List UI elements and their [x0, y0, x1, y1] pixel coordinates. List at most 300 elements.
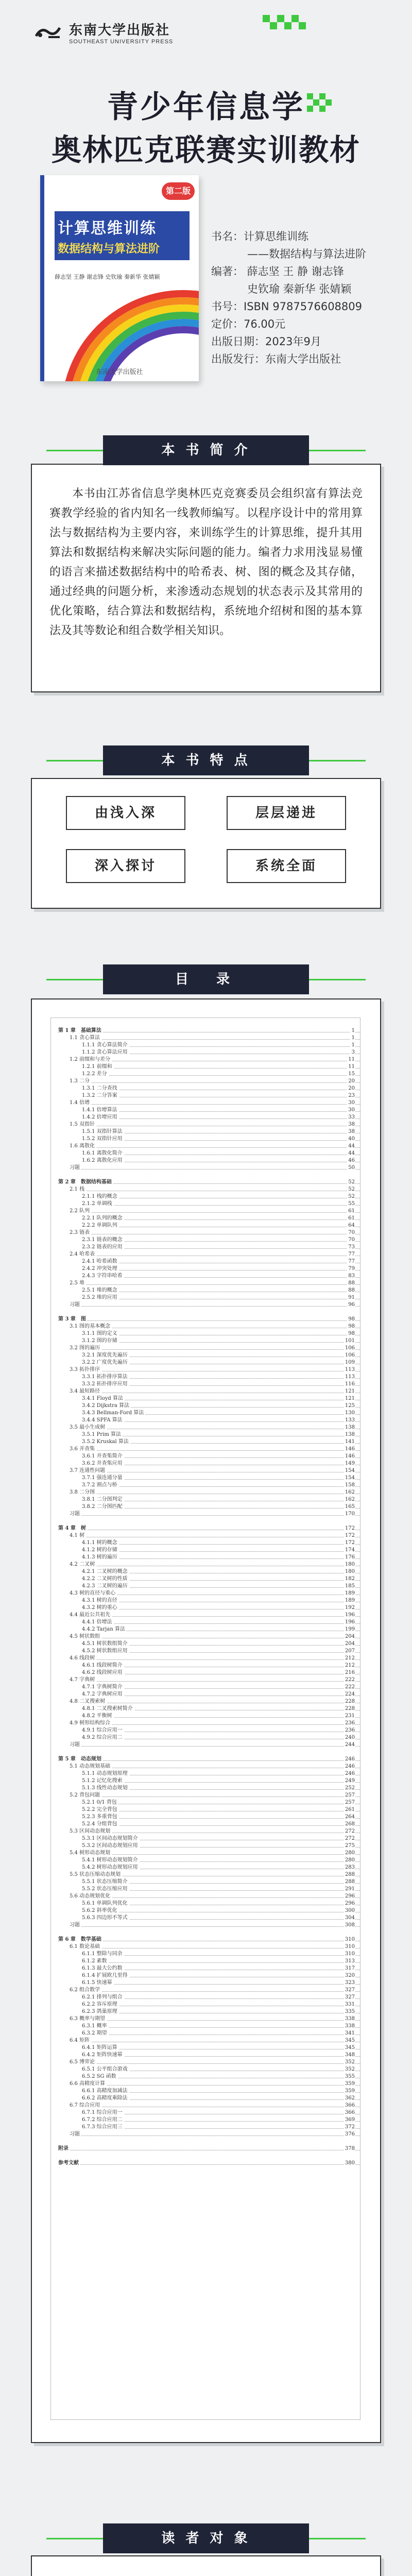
- toc-entry-page: 246: [344, 1756, 355, 1763]
- toc-entry-page: 249: [344, 1777, 355, 1785]
- toc-entry-row: [51, 1114, 360, 1121]
- toc-entry-row: [51, 1085, 360, 1092]
- toc-entry-label: 6.2.1 排列与组合: [82, 1994, 124, 2001]
- toc-entry-row: [51, 1914, 360, 1922]
- feature-item-1: 由浅入深: [66, 796, 185, 830]
- toc-entry-label: 5.1.1 动态规划原理: [82, 1770, 129, 1777]
- toc-entry-page: 345: [344, 2044, 355, 2052]
- book-info-date: 出版日期：2023年9月: [211, 335, 321, 348]
- toc-entry-row: [51, 1107, 360, 1114]
- toc-entry-page: 15: [347, 1071, 355, 1078]
- toc-entry-label: 4.6.1 线段树简介: [82, 1662, 124, 1669]
- toc-entry-page: 70: [347, 1236, 355, 1244]
- toc-entry-page: 11: [347, 1063, 355, 1071]
- toc-entry-page: 207: [344, 1648, 355, 1655]
- toc-entry-page: 345: [344, 2037, 355, 2044]
- toc-entry-label: 5.3 区间动态规划: [70, 1828, 112, 1835]
- toc-entry-row: [51, 1164, 360, 1172]
- toc-entry-label: 3.3.1 拓扑排序算法: [82, 1374, 129, 1381]
- toc-entry-row: [51, 1691, 360, 1698]
- toc-entry-page: 216: [344, 1669, 355, 1676]
- toc-entry-label: 4.4.2 Tarjan 算法: [82, 1626, 127, 1633]
- toc-leader-dots: [70, 1212, 360, 1213]
- toc-entry-label: 1.5.1 双指针算法: [82, 1128, 124, 1136]
- toc-entry-page: 38: [347, 1128, 355, 1136]
- toc-entry-page: 196: [344, 1619, 355, 1626]
- toc-entry-label: 1.1 贪心算法: [70, 1035, 101, 1042]
- toc-entry-page: 162: [344, 1489, 355, 1496]
- title-decoration: [307, 92, 332, 112]
- toc-leader-dots: [70, 1349, 360, 1350]
- toc-entry-row: [51, 1078, 360, 1085]
- toc-entry-page: 3: [350, 1049, 355, 1056]
- toc-entry-page: 355: [344, 2073, 355, 2080]
- toc-entry-label: 6.1 数论基础: [70, 1943, 101, 1951]
- toc-entry-label: 5.5 状态压缩动态规划: [70, 1871, 122, 1878]
- toc-entry-row: [51, 1547, 360, 1554]
- toc-leader-dots: [70, 1306, 360, 1307]
- toc-entry-label: 4.7 字典树: [70, 1676, 96, 1684]
- toc-entry-label: 4.1.3 树的遍历: [82, 1554, 119, 1561]
- toc-entry-label: 5.6.2 斜率优化: [82, 1907, 119, 1914]
- toc-entry-row: [51, 2095, 360, 2102]
- toc-entry-page: 154: [344, 1467, 355, 1475]
- toc-entry-row: [51, 2116, 360, 2124]
- toc-entry-label: 2.5 堆: [70, 1280, 86, 1287]
- toc-entry-page: 182: [344, 1575, 355, 1583]
- toc-leader-dots: [70, 1104, 360, 1105]
- toc-entry-label: 6.5.2 SG 函数: [82, 2073, 118, 2080]
- edition-badge: 第二版: [162, 182, 195, 200]
- toc-entry-row: [51, 1475, 360, 1482]
- toc-entry-page: 257: [344, 1792, 355, 1799]
- toc-entry-page: 79: [347, 1265, 355, 1273]
- toc-entry-row: [51, 1705, 360, 1713]
- toc-entry-label: 1.3.1 二分查找: [82, 1085, 119, 1092]
- toc-entry-row: [51, 1186, 360, 1193]
- toc-entry-row: [51, 1713, 360, 1720]
- toc-entry-label: 2.1.2 单调栈: [82, 1200, 114, 1208]
- toc-entry-label: 4.8 二叉搜索树: [70, 1698, 107, 1705]
- toc-entry-label: 3.8.2 二分图匹配: [82, 1503, 124, 1511]
- toc-entry-row: [51, 2052, 360, 2059]
- toc-entry-row: [51, 1814, 360, 1821]
- toc-entry-page: 222: [344, 1676, 355, 1684]
- toc-entry-page: 296: [344, 1900, 355, 1907]
- toc-entry-row: [51, 1366, 360, 1374]
- toc-entry-page: 138: [344, 1431, 355, 1438]
- feature-item-3: 深入探讨: [66, 849, 185, 883]
- toc-entry-page: 61: [347, 1208, 355, 1215]
- toc-entry-label: 3.4.1 Floyd 算法: [82, 1395, 125, 1402]
- toc-entry-row: [51, 1121, 360, 1128]
- toc-entry-row: [51, 1684, 360, 1691]
- toc-entry-page: 172: [344, 1532, 355, 1539]
- toc-entry-page: 138: [344, 1424, 355, 1431]
- toc-entry-label: 4.2.1 二叉树的概念: [82, 1568, 129, 1575]
- toc-entry-page: 366: [344, 2109, 355, 2116]
- toc-entry-page: 154: [344, 1475, 355, 1482]
- toc-entry-label: 3.5.2 Kruskal 算法: [82, 1438, 130, 1446]
- toc-entry-label: 参考文献: [58, 2160, 80, 2167]
- toc-chapter-row: [51, 1179, 360, 1186]
- toc-entry-page: 352: [344, 2066, 355, 2073]
- toc-entry-row: [51, 1597, 360, 1604]
- toc-entry-row: [51, 1640, 360, 1648]
- toc-entry-page: 272: [344, 1835, 355, 1842]
- toc-entry-row: [51, 1821, 360, 1828]
- toc-entry-page: 288: [344, 1878, 355, 1886]
- toc-entry-label: 4.4.1 倍增法: [82, 1619, 114, 1626]
- toc-leader-dots: [70, 1724, 360, 1725]
- toc-entry-label: 6.2 组合数学: [70, 1987, 101, 1994]
- toc-entry-label: 4.6 线段树: [70, 1655, 96, 1662]
- toc-leader-dots: [70, 1284, 360, 1285]
- toc-entry-label: 3.2.2 广度优先遍历: [82, 1359, 129, 1366]
- toc-leader-dots: [70, 1854, 360, 1855]
- toc-entry-row: [51, 1417, 360, 1424]
- toc-entry-page: 240: [344, 1734, 355, 1741]
- toc-entry-row: [51, 2001, 360, 2008]
- toc-entry-row: [51, 1395, 360, 1402]
- toc-entry-page: 378: [344, 2145, 355, 2153]
- toc-entry-row: [51, 1633, 360, 1640]
- publisher-name-en: SOUTHEAST UNIVERSITY PRESS: [69, 39, 174, 45]
- toc-entry-row: [51, 1900, 360, 1907]
- toc-entry-page: 77: [347, 1251, 355, 1258]
- toc-entry-row: [51, 1828, 360, 1835]
- toc-entry-row: [51, 1741, 360, 1749]
- toc-entry-row: [51, 1157, 360, 1164]
- toc-entry-row: [51, 1236, 360, 1244]
- toc-leader-dots: [82, 1111, 360, 1112]
- toc-leader-dots: [70, 1991, 360, 1992]
- toc-entry-page: 101: [344, 1337, 355, 1345]
- toc-entry-page: 244: [344, 1741, 355, 1749]
- toc-entry-row: [51, 1958, 360, 1965]
- toc-entry-label: 第 3 章 图: [58, 1316, 88, 1323]
- toc-entry-label: 6.6.2 高精度乘除法: [82, 2095, 129, 2102]
- toc-entry-label: 2.3 链表: [70, 1229, 91, 1236]
- toc-entry-label: 6.1.3 最大公约数: [82, 1965, 124, 1972]
- toc-entry-row: [51, 1294, 360, 1301]
- toc-entry-page: 372: [344, 2124, 355, 2131]
- toc-entry-label: 4.2 二叉树: [70, 1561, 96, 1568]
- toc-entry-label: 5.4.2 树形动态规划应用: [82, 1864, 140, 1871]
- toc-chapter-row: [51, 2145, 360, 2153]
- toc-entry-row: [51, 1979, 360, 1987]
- toc-entry-label: 3.6.1 并查集简介: [82, 1453, 124, 1460]
- toc-entry-label: 4.8.2 平衡树: [82, 1713, 114, 1720]
- toc-entry-page: 98: [347, 1330, 355, 1337]
- toc-entry-row: [51, 1972, 360, 1979]
- toc-entry-row: [51, 1258, 360, 1265]
- toc-entry-row: [51, 1669, 360, 1676]
- toc-leader-dots: [70, 2085, 360, 2086]
- toc-leader-dots: [70, 1147, 360, 1148]
- toc-entry-page: 46: [347, 1157, 355, 1164]
- toc-entry-label: 2.3.1 链表的概念: [82, 1236, 124, 1244]
- toc-entry-label: 2.4.3 字符串哈希: [82, 1273, 124, 1280]
- toc-entry-row: [51, 1150, 360, 1157]
- toc-entry-page: 231: [344, 1713, 355, 1720]
- toc-entry-page: 257: [344, 1799, 355, 1806]
- toc-entry-page: 275: [344, 1842, 355, 1850]
- toc-leader-dots: [82, 1118, 360, 1119]
- toc-entry-label: 2.2.2 单调队列: [82, 1222, 119, 1229]
- toc-entry-row: [51, 2102, 360, 2109]
- toc-entry-label: 6.3 概率与期望: [70, 2015, 107, 2023]
- toc-entry-page: 376: [344, 2131, 355, 2138]
- toc-entry-row: [51, 1554, 360, 1561]
- toc-entry-page: 141: [344, 1438, 355, 1446]
- toc-entry-label: 2.5.1 堆的概念: [82, 1287, 119, 1294]
- toc-entry-label: 5.3.2 区间动态规划应用: [82, 1842, 140, 1850]
- toc-entry-label: 5.2.3 多重背包: [82, 1814, 119, 1821]
- toc-entry-label: 第 6 章 数学基础: [58, 1936, 103, 1943]
- toc-entry-row: [51, 1965, 360, 1972]
- toc-entry-page: 246: [344, 1770, 355, 1777]
- toc-entry-row: [51, 1381, 360, 1388]
- toc-entry-label: 3.8 二分图: [70, 1489, 96, 1496]
- toc-entry-label: 4.1.1 树的概念: [82, 1539, 119, 1547]
- toc-entry-row: [51, 1273, 360, 1280]
- toc-entry-page: 33: [347, 1114, 355, 1121]
- toc-entry-label: 5.6.3 四边形不等式: [82, 1914, 129, 1922]
- book-info-price: 定价：76.00元: [211, 318, 286, 330]
- toc-entry-page: 106: [344, 1352, 355, 1359]
- publisher-emblem-icon: [34, 25, 62, 40]
- toc-leader-dots: [70, 2020, 360, 2021]
- toc-entry-row: [51, 1864, 360, 1871]
- toc-entry-label: 3.7.1 强连通分量: [82, 1475, 124, 1482]
- toc-entry-row: [51, 2037, 360, 2044]
- toc-entry-row: [51, 1438, 360, 1446]
- toc-entry-label: 3.6 并查集: [70, 1446, 96, 1453]
- toc-entry-row: [51, 1193, 360, 1200]
- toc-entry-row: [51, 1287, 360, 1294]
- toc-entry-page: 288: [344, 1871, 355, 1878]
- toc-leader-dots: [82, 1551, 360, 1552]
- toc-entry-label: 习题: [70, 1922, 81, 1929]
- toc-entry-row: [51, 1388, 360, 1395]
- toc-entry-page: 313: [344, 1958, 355, 1965]
- toc-entry-label: 6.2.3 鸽巢原理: [82, 2008, 119, 2015]
- toc-entry-page: 362: [344, 2095, 355, 2102]
- toc-entry-label: 1.4 倍增: [70, 1099, 91, 1107]
- toc-entry-page: 98: [347, 1323, 355, 1330]
- toc-entry-row: [51, 2008, 360, 2015]
- toc-entry-row: [51, 1842, 360, 1850]
- toc-entry-row: [51, 1648, 360, 1655]
- toc-entry-page: 369: [344, 2116, 355, 2124]
- cover-authors: 薛志坚 王静 谢志锋 史钦瑜 秦新华 张婧颖: [55, 274, 160, 280]
- toc-entry-label: 1.4.1 倍增算法: [82, 1107, 119, 1114]
- toc-entry-page: 317: [344, 1965, 355, 1972]
- toc-entry-page: 38: [347, 1121, 355, 1128]
- toc-entry-page: 20: [347, 1078, 355, 1085]
- toc-entry-page: 172: [344, 1539, 355, 1547]
- toc-entry-page: 133: [344, 1417, 355, 1424]
- toc-entry-label: 6.1.2 素数: [82, 1958, 109, 1965]
- toc-leader-dots: [70, 1659, 360, 1660]
- toc-entry-label: 5.2.4 分组背包: [82, 1821, 119, 1828]
- toc-entry-page: 88: [347, 1287, 355, 1294]
- toc-chapter-row: [51, 1936, 360, 1943]
- toc-entry-page: 1: [350, 1027, 355, 1035]
- cover-publisher: 东南大学出版社: [96, 368, 143, 376]
- toc-entry-label: 1.3 二分: [70, 1078, 91, 1085]
- toc-entry-page: 199: [344, 1626, 355, 1633]
- toc-entry-page: 73: [347, 1244, 355, 1251]
- toc-entry-label: 4.3 树的直径与重心: [70, 1590, 117, 1597]
- toc-entry-row: [51, 1128, 360, 1136]
- toc-entry-label: 2.2.1 队列的概念: [82, 1215, 124, 1222]
- toc-leader-dots: [82, 1962, 360, 1963]
- toc-entry-row: [51, 1503, 360, 1511]
- toc-entry-page: 189: [344, 1597, 355, 1604]
- toc-entry-label: 6.7.3 综合应用三: [82, 2124, 124, 2131]
- toc-entry-row: [51, 2059, 360, 2066]
- toc-entry-row: [51, 1655, 360, 1662]
- toc-entry-page: 113: [344, 1374, 355, 1381]
- cover-subtitle: 数据结构与算法进阶: [58, 243, 160, 256]
- toc-entry-page: 170: [344, 1511, 355, 1518]
- toc-entry-label: 5.1 动态规划基础: [70, 1763, 112, 1770]
- toc-entry-label: 2.4.2 冲突处理: [82, 1265, 119, 1273]
- intro-heading: 本 书 简 介: [103, 435, 309, 465]
- toc-entry-page: 106: [344, 1345, 355, 1352]
- toc-entry-page: 296: [344, 1893, 355, 1900]
- toc-entry-page: 204: [344, 1640, 355, 1648]
- toc-entry-page: 335: [344, 2008, 355, 2015]
- toc-entry-row: [51, 1200, 360, 1208]
- toc-entry-label: 3.4.4 SPFA 算法: [82, 1417, 124, 1424]
- toc-entry-label: 4.4 最近公共祖先: [70, 1612, 112, 1619]
- toc-entry-page: 109: [344, 1359, 355, 1366]
- publisher-logo: [34, 20, 173, 45]
- toc-entry-page: 113: [344, 1366, 355, 1374]
- toc-leader-dots: [82, 1558, 360, 1559]
- toc-entry-row: [51, 1777, 360, 1785]
- intro-text: 本书由江苏省信息学奥林匹克竞赛委员会组织富有算法竞赛教学经验的省内知名一线教师编写。以程序设计中的常用算法与数据结构为主要内容，来训练学生的计算思维，提升其用算法和数据结构来解决实际问题的能力。编者力求用浅显易懂的语言来描述数据结构中的哈希表、树、图的概念及其存储，通过经典的问题分析，来渗透动态规划的状态表示及其常用的优化策略，结合算法和数据结构，系统地介绍树和图的基本算法及其等数论和组合数学相关知识。: [49, 487, 363, 637]
- book-info: [211, 228, 407, 368]
- toc-entry-row: [51, 1676, 360, 1684]
- toc-entry-row: [51, 1871, 360, 1878]
- toc-entry-label: 1.2.2 差分: [82, 1071, 109, 1078]
- toc-entry-page: 212: [344, 1655, 355, 1662]
- toc-entry-row: [51, 1770, 360, 1777]
- toc-entry-label: 4.9.2 综合应用二: [82, 1734, 124, 1741]
- toc-chapter-row: [51, 1525, 360, 1532]
- header-decoration: [263, 14, 306, 29]
- toc-entry-row: [51, 1265, 360, 1273]
- toc-heading: 目 录: [103, 964, 309, 994]
- toc-entry-label: 2.2 队列: [70, 1208, 91, 1215]
- toc-entry-label: 5.6.1 单调队列优化: [82, 1900, 129, 1907]
- toc-entry-row: [51, 1301, 360, 1309]
- toc-entry-label: 5.4.1 树形动态规划简介: [82, 1857, 140, 1864]
- toc-entry-row: [51, 1496, 360, 1503]
- toc-entry-label: 6.6.1 高精度加减法: [82, 2088, 129, 2095]
- book-info-title: 书名：计算思维训练: [211, 230, 308, 243]
- toc-page: [50, 1018, 360, 2420]
- toc-entry-page: 20: [347, 1085, 355, 1092]
- toc-entry-label: 4.5 树状数组: [70, 1633, 101, 1640]
- toc-entry-page: 380: [344, 2160, 355, 2167]
- toc-leader-dots: [58, 1320, 360, 1321]
- toc-entry-row: [51, 1720, 360, 1727]
- toc-entry-label: 6.7 综合应用: [70, 2102, 101, 2109]
- toc-entry-row: [51, 1402, 360, 1410]
- toc-entry-page: 52: [347, 1186, 355, 1193]
- toc-entry-label: 4.2.3 二叉树的遍历: [82, 1583, 129, 1590]
- toc-entry-page: 291: [344, 1886, 355, 1893]
- toc-entry-row: [51, 2131, 360, 2138]
- toc-entry-label: 5.5.2 状态压缩应用: [82, 1886, 129, 1893]
- toc-entry-page: 246: [344, 1763, 355, 1770]
- toc-leader-dots: [82, 1623, 360, 1624]
- toc-entry-page: 180: [344, 1561, 355, 1568]
- toc-entry-label: 第 1 章 基础算法: [58, 1027, 103, 1035]
- toc-entry-page: 272: [344, 1828, 355, 1835]
- toc-entry-page: 162: [344, 1496, 355, 1503]
- toc-entry-label: 3.4.3 Bellman-Ford 算法: [82, 1410, 145, 1417]
- toc-entry-row: [51, 1244, 360, 1251]
- toc-entry-page: 23: [347, 1092, 355, 1099]
- toc-entry-page: 224: [344, 1691, 355, 1698]
- toc-entry-page: 348: [344, 2052, 355, 2059]
- toc-entry-row: [51, 1575, 360, 1583]
- toc-entry-page: 261: [344, 1806, 355, 1814]
- toc-entry-page: 116: [344, 1381, 355, 1388]
- toc-entry-label: 5.2 背包问题: [70, 1792, 101, 1799]
- toc-entry-page: 64: [347, 1222, 355, 1229]
- toc-entry-row: [51, 1374, 360, 1381]
- toc-entry-row: [51, 1604, 360, 1612]
- toc-entry-row: [51, 1410, 360, 1417]
- toc-leader-dots: [70, 1926, 360, 1927]
- toc-entry-row: [51, 1056, 360, 1063]
- readers-card: [31, 2555, 381, 2576]
- toc-entry-page: 52: [347, 1179, 355, 1186]
- toc-entry-page: 185: [344, 1583, 355, 1590]
- toc-entry-row: [51, 1590, 360, 1597]
- toc-entry-page: 146: [344, 1446, 355, 1453]
- toc-entry-label: 4.1.2 树的存储: [82, 1547, 119, 1554]
- toc-entry-row: [51, 1539, 360, 1547]
- toc-entry-page: 280: [344, 1857, 355, 1864]
- toc-entry-label: 5.2.2 完全背包: [82, 1806, 119, 1814]
- toc-entry-row: [51, 1337, 360, 1345]
- toc-entry-page: 320: [344, 1972, 355, 1979]
- toc-entry-row: [51, 1568, 360, 1575]
- toc-entry-page: 331: [344, 2001, 355, 2008]
- toc-leader-dots: [70, 1681, 360, 1682]
- toc-entry-row: [51, 1806, 360, 1814]
- toc-entry-label: 习题: [70, 1301, 81, 1309]
- toc-entry-page: 172: [344, 1525, 355, 1532]
- toc-entry-row: [51, 1698, 360, 1705]
- toc-entry-row: [51, 1662, 360, 1669]
- toc-entry-label: 1.1.2 贪心算法应用: [82, 1049, 129, 1056]
- toc-entry-row: [51, 1071, 360, 1078]
- toc-entry-page: 366: [344, 2102, 355, 2109]
- toc-chapter-row: [51, 1316, 360, 1323]
- toc-entry-label: 3.1 图的基本概念: [70, 1323, 112, 1330]
- toc-entry-row: [51, 1612, 360, 1619]
- toc-entry-row: [51, 1583, 360, 1590]
